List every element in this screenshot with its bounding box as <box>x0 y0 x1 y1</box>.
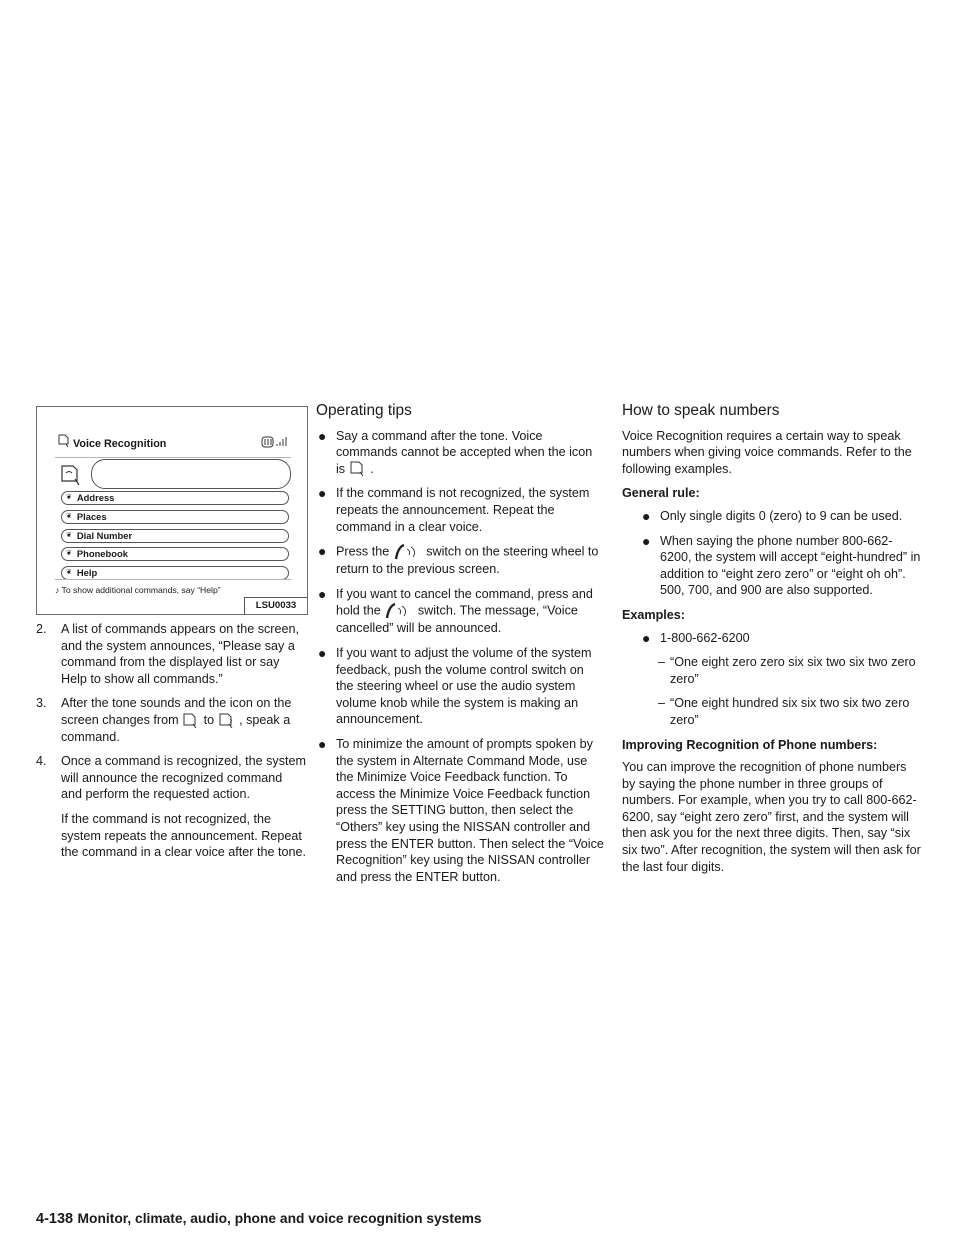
speech-bubble-icon: ❦ <box>66 512 72 520</box>
speech-bubble-icon: ❦ <box>66 569 72 577</box>
page-footer <box>36 1210 482 1228</box>
improving-label: Improving Recognition of Phone numbers: <box>622 737 878 752</box>
screen-hint: ♪ To show additional commands, say “Help” <box>55 579 291 599</box>
step-4: 4. Once a command is recognized, the system will announce the recognized command and perform the requested action. <box>36 754 306 802</box>
speech-bubble-icon: ❦ <box>66 550 72 558</box>
talk-switch-icon <box>384 602 414 620</box>
speak-numbers-intro: Voice Recognition requires a certain way to speak numbers when giving voice commands. Refer to the following examples. <box>622 428 912 476</box>
voice-icon-waiting <box>182 713 200 729</box>
speech-bubble-icon: ❦ <box>66 531 72 539</box>
command-input-field <box>91 459 291 489</box>
step-2: 2. A list of commands appears on the screen, and the system announces, “Please say a command from the displayed list or say Help to show all commands.” <box>36 622 300 686</box>
operating-tips-column <box>316 402 604 893</box>
command-item-help: ❦ Help <box>61 566 289 580</box>
voice-command-icon <box>59 464 83 488</box>
bullet-icon: ● <box>318 543 327 560</box>
screen-title: Voice Recognition <box>73 438 167 450</box>
voice-icon-listening <box>218 713 236 729</box>
improving-text: You can improve the recognition of phone numbers by saying the phone number in three groups of numbers. For example, when you try to call 800-662-6200, say “eight zero zero” first, and the system will then ask you for the next three digits. Then, say “six six two”. After recognition, the system will then ask for the last four digits. <box>622 760 921 874</box>
operating-tips-heading: Operating tips <box>316 402 412 419</box>
talk-switch-icon <box>393 543 423 561</box>
command-item-phonebook: ❦ Phonebook <box>61 547 289 561</box>
chapter-title: Monitor, climate, audio, phone and voice recognition systems <box>77 1211 482 1226</box>
tip-6: ● To minimize the amount of prompts spoken by the system in Alternate Command Mode, use the Minimize Voice Feedback function. To access the Minimize Voice Feedback function press the SETTING button, then select the “Others” key using the NISSAN controller and press the ENTER button. Then select the “Voice Recognition” key using the NISSAN controller and press the ENTER button. <box>318 735 604 884</box>
left-column <box>36 406 306 869</box>
voice-recognition-screen-figure <box>36 406 308 615</box>
bullet-icon: ● <box>318 585 327 602</box>
command-list <box>61 491 289 585</box>
bullet-icon: ● <box>642 532 651 549</box>
screen-title-bar <box>55 431 291 458</box>
general-rule-label: General rule: <box>622 486 700 501</box>
step-4-note: If the command is not recognized, the system repeats the announcement. Repeat the command in a clear voice after the tone. <box>61 812 307 860</box>
voice-icon-waiting <box>349 461 367 477</box>
page-number: 4-138 <box>36 1211 74 1227</box>
bullet-icon: ● <box>318 427 327 444</box>
signal-strength-icon <box>261 435 289 449</box>
tip-2: ● If the command is not recognized, the system repeats the announcement. Repeat the command in a clear voice. <box>318 485 590 534</box>
bullet-icon: ● <box>642 507 651 524</box>
command-item-address: ❦ Address <box>61 491 289 505</box>
example-spoken-1: – “One eight zero zero six six two six two zero zero” <box>658 655 916 686</box>
tip-3: ● Press the switch on the steering wheel to return to the previous screen. <box>318 543 599 577</box>
tip-5: ● If you want to adjust the volume of the system feedback, push the volume control switch on the steering wheel or use the audio system volume knob while the system is making an announcement. <box>318 645 592 727</box>
bullet-icon: ● <box>318 485 327 502</box>
command-item-dial-number: ❦ Dial Number <box>61 529 289 543</box>
speak-numbers-column <box>622 402 922 883</box>
example-number: ● 1-800-662-6200 <box>642 629 750 646</box>
bullet-icon: ● <box>642 629 651 646</box>
tip-1: ● Say a command after the tone. Voice commands cannot be accepted when the icon is . <box>318 427 593 476</box>
command-item-places: ❦ Places <box>61 510 289 524</box>
speak-numbers-heading: How to speak numbers <box>622 402 780 419</box>
speech-bubble-icon: ❦ <box>66 494 72 501</box>
rule-2: ● When saying the phone number 800-662-6200, the system will accept “eight-hundred” in addition to “eight zero zero” or “eight oh oh”. 500, 700, and 900 are also supported. <box>642 532 921 598</box>
figure-label: LSU0033 <box>244 597 307 614</box>
example-spoken-2: – “One eight hundred six six two six two zero zero” <box>658 696 910 727</box>
tip-4: ● If you want to cancel the command, press and hold the switch. The message, “Voice cancelled” will be announced. <box>318 585 593 636</box>
examples-label: Examples: <box>622 607 685 622</box>
talk-icon: ♪ <box>55 585 62 595</box>
rule-1: ● Only single digits 0 (zero) to 9 can be used. <box>642 507 903 524</box>
step-3: 3. After the tone sounds and the icon on the screen changes from to , speak a command. <box>36 696 292 744</box>
bullet-icon: ● <box>318 645 327 662</box>
bullet-icon: ● <box>318 735 327 752</box>
speech-icon <box>57 434 71 448</box>
